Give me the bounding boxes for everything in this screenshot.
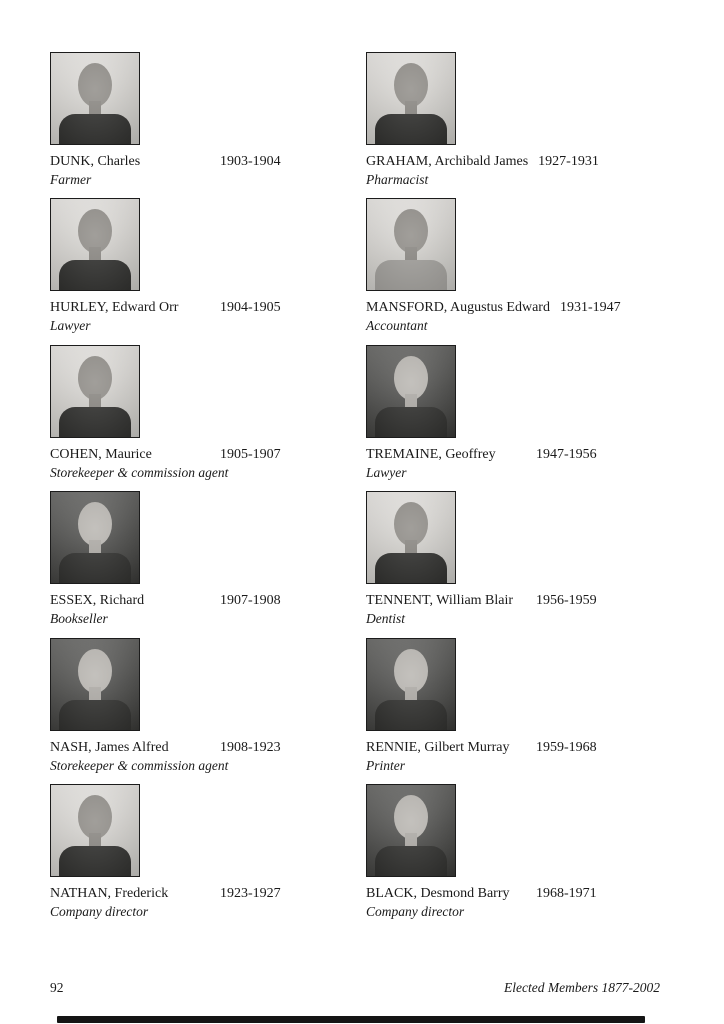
member-occupation: Bookseller bbox=[50, 611, 108, 627]
member-entry bbox=[50, 491, 366, 637]
member-name: NATHAN, Frederick bbox=[50, 885, 169, 901]
portrait-silhouette bbox=[51, 492, 139, 583]
member-occupation: Storekeeper & commission agent bbox=[50, 464, 229, 480]
portrait-photo bbox=[366, 52, 456, 145]
portrait-photo bbox=[366, 491, 456, 584]
member-entry bbox=[50, 52, 366, 198]
member-name: HURLEY, Edward Orr bbox=[50, 300, 179, 316]
member-entry bbox=[366, 491, 676, 637]
member-occupation: Dentist bbox=[366, 611, 405, 627]
member-name: DUNK, Charles bbox=[50, 154, 141, 169]
portrait-silhouette bbox=[367, 492, 455, 583]
member-years: 1931-1947 bbox=[559, 300, 621, 316]
member-years: 1908-1923 bbox=[220, 739, 281, 755]
members-list bbox=[50, 52, 676, 930]
member-entry bbox=[50, 345, 366, 491]
member-entry bbox=[50, 638, 366, 784]
member-name: NASH, James Alfred bbox=[50, 739, 169, 755]
member-name: RENNIE, Gilbert Murray bbox=[366, 739, 510, 755]
member-name: COHEN, Maurice bbox=[50, 446, 152, 462]
member-years: 1968-1971 bbox=[536, 885, 597, 901]
member-years: 1956-1959 bbox=[536, 593, 597, 609]
portrait-silhouette bbox=[51, 785, 139, 876]
member-name: MANSFORD, Augustus Edward bbox=[366, 300, 550, 316]
member-years: 1904-1905 bbox=[220, 300, 281, 316]
portrait-photo bbox=[50, 345, 140, 438]
portrait-photo bbox=[366, 638, 456, 731]
portrait-photo bbox=[366, 198, 456, 291]
portrait-photo bbox=[50, 198, 140, 291]
member-years: 1927-1931 bbox=[538, 154, 599, 169]
member-years: 1947-1956 bbox=[536, 446, 597, 462]
portrait-silhouette bbox=[51, 53, 139, 144]
scan-edge-line bbox=[57, 1016, 645, 1023]
member-occupation: Company director bbox=[366, 903, 465, 919]
portrait-silhouette bbox=[367, 346, 455, 437]
member-years: 1959-1968 bbox=[536, 739, 597, 755]
portrait-silhouette bbox=[51, 346, 139, 437]
member-occupation: Lawyer bbox=[366, 464, 407, 480]
portrait-photo bbox=[50, 638, 140, 731]
portrait-silhouette bbox=[367, 639, 455, 730]
member-years: 1903-1904 bbox=[220, 154, 281, 169]
footer-title: Elected Members 1877-2002 bbox=[504, 980, 660, 995]
portrait-photo bbox=[366, 784, 456, 877]
portrait-silhouette bbox=[367, 199, 455, 290]
member-occupation: Lawyer bbox=[50, 318, 91, 334]
member-entry bbox=[50, 784, 366, 930]
portrait-silhouette bbox=[367, 53, 455, 144]
page-number: 92 bbox=[50, 980, 64, 995]
page-footer bbox=[50, 980, 660, 996]
member-name: BLACK, Desmond Barry bbox=[366, 885, 510, 901]
member-name: TENNENT, William Blair bbox=[366, 593, 514, 609]
portrait-photo bbox=[50, 784, 140, 877]
portrait-photo bbox=[50, 52, 140, 145]
member-occupation: Farmer bbox=[50, 172, 92, 187]
member-occupation: Accountant bbox=[366, 318, 428, 334]
portrait-photo bbox=[50, 491, 140, 584]
member-entry bbox=[366, 638, 676, 784]
member-years: 1905-1907 bbox=[220, 446, 281, 462]
member-entry bbox=[366, 198, 676, 344]
member-years: 1907-1908 bbox=[220, 593, 281, 609]
member-entry bbox=[366, 52, 676, 198]
member-entry bbox=[366, 784, 676, 930]
member-occupation: Pharmacist bbox=[366, 172, 429, 187]
portrait-silhouette bbox=[51, 639, 139, 730]
member-entry bbox=[50, 198, 366, 344]
member-occupation: Printer bbox=[366, 757, 405, 773]
member-occupation: Storekeeper & commission agent bbox=[50, 757, 229, 773]
portrait-silhouette bbox=[367, 785, 455, 876]
portrait-photo bbox=[366, 345, 456, 438]
portrait-silhouette bbox=[51, 199, 139, 290]
member-name: ESSEX, Richard bbox=[50, 593, 145, 609]
member-name: GRAHAM, Archibald James bbox=[366, 154, 529, 169]
member-entry bbox=[366, 345, 676, 491]
member-years: 1923-1927 bbox=[220, 885, 281, 901]
member-occupation: Company director bbox=[50, 903, 149, 919]
member-name: TREMAINE, Geoffrey bbox=[366, 446, 496, 462]
